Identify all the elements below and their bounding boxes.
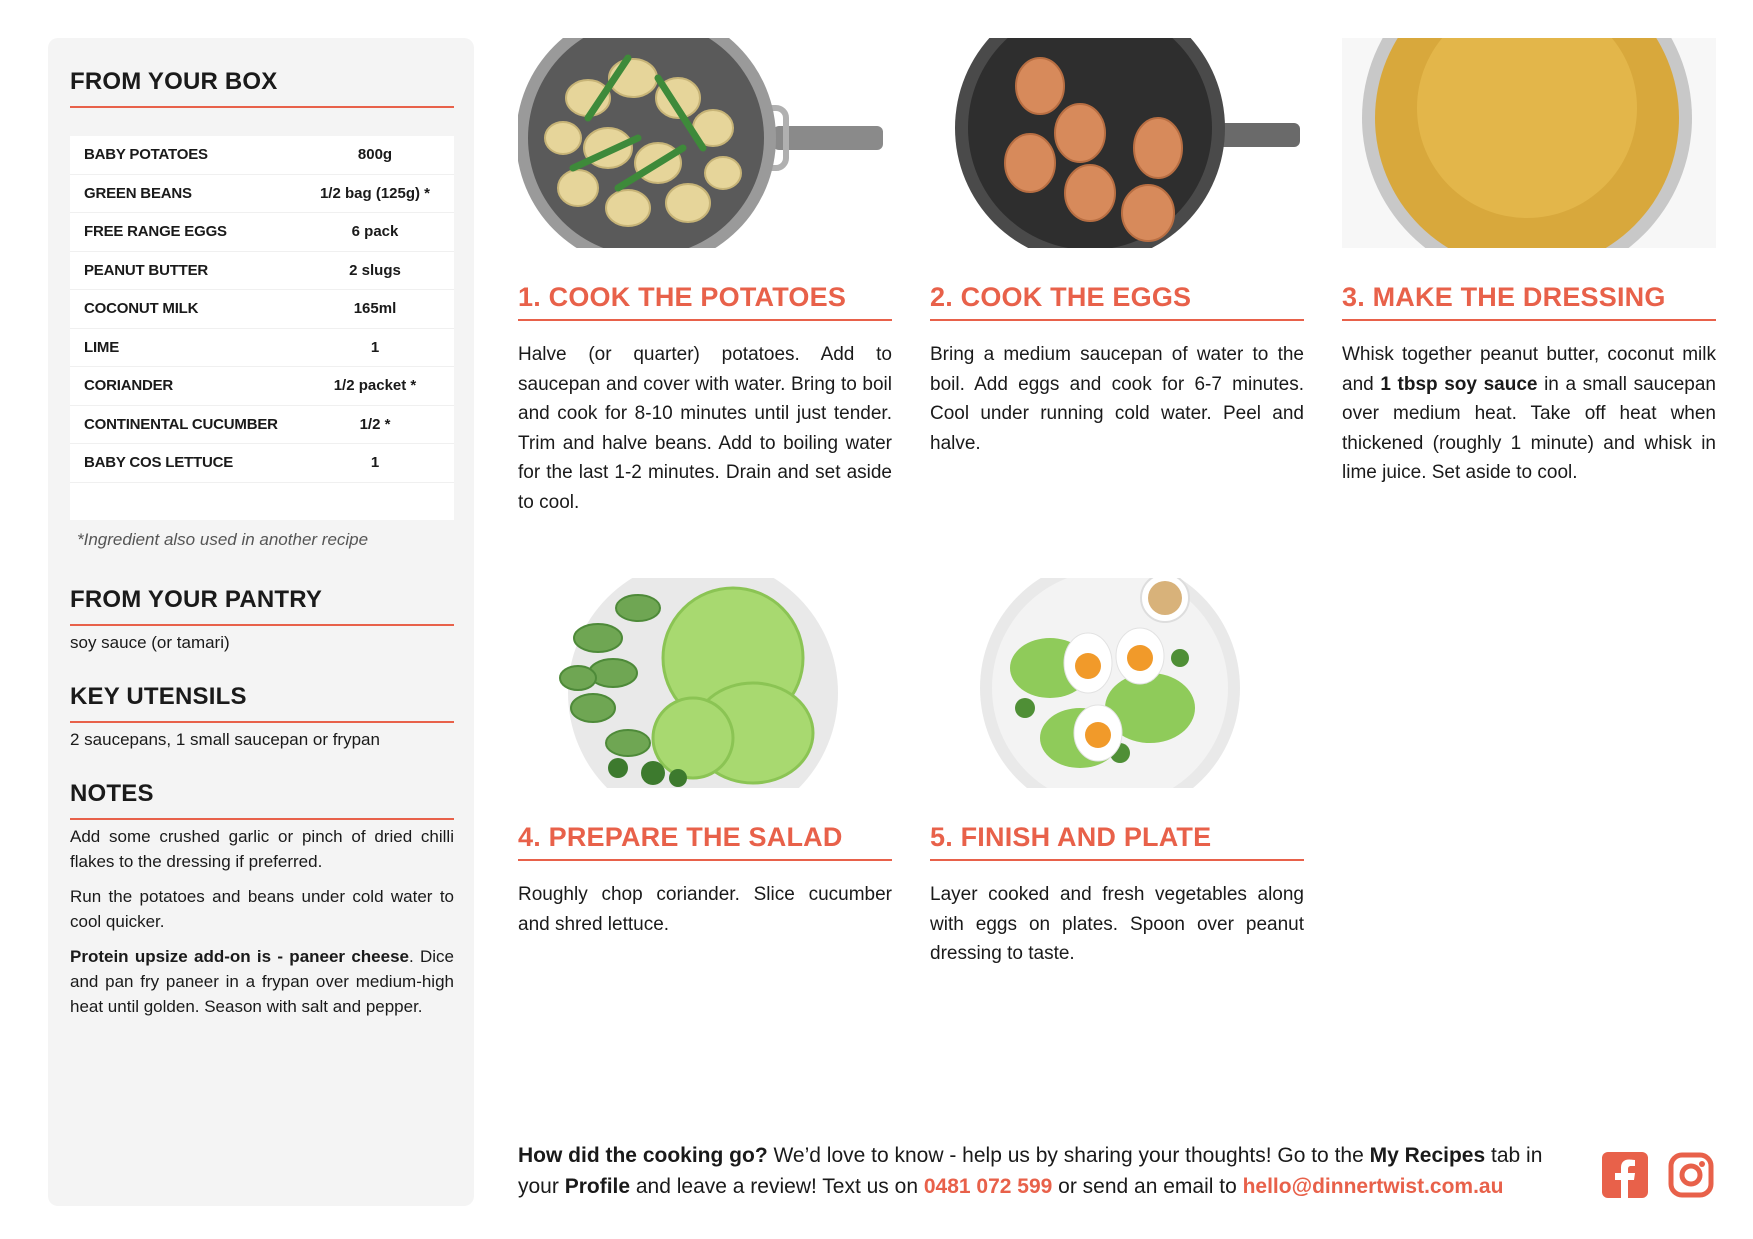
ingredient-name: FREE RANGE EGGS — [84, 223, 227, 241]
ingredient-qty: 165ml — [353, 300, 397, 318]
ingredient-row — [70, 175, 454, 214]
step-2-image — [930, 38, 1304, 248]
step-3-text-b: in a small saucepan over medium heat. Take off heat when thickened (roughly 1 minute) and whisk in lime juice. Set aside to cool. — [1342, 373, 1716, 483]
step-2-text: Bring a medium saucepan of water to the boil. Add eggs and cook for 6-7 minutes. Cool under running cold water. Peel and halve. — [930, 344, 1304, 454]
step-5 — [930, 578, 1304, 964]
step-5-text: Layer cooked and fresh vegetables along with eggs on plates. Spoon over peanut dressing to taste. — [930, 884, 1304, 964]
step-2-title: 2. COOK THE EGGS — [930, 282, 1304, 321]
step-1 — [518, 38, 892, 513]
notes-body — [70, 824, 454, 1029]
profile-link[interactable]: Profile — [564, 1175, 631, 1198]
step-3-image — [1342, 38, 1716, 248]
step-5-title: 5. FINISH AND PLATE — [930, 822, 1304, 861]
step-3-text-a: Whisk together peanut butter, coconut milk and — [1342, 344, 1716, 395]
ingredient-name: PEANUT BUTTER — [84, 261, 209, 279]
feedback-text-2: tab in your — [518, 1144, 1543, 1198]
my-recipes-link[interactable]: My Recipes — [1369, 1144, 1486, 1167]
ingredient-name: BABY COS LETTUCE — [84, 454, 234, 472]
facebook-icon[interactable] — [1602, 1152, 1648, 1198]
ingredient-row — [70, 136, 454, 175]
ingredient-row — [70, 406, 454, 445]
ingredients-sidebar — [48, 38, 474, 1206]
step-4-image — [518, 578, 892, 788]
feedback-question: How did the cooking go? — [518, 1144, 768, 1167]
ingredient-name: CORIANDER — [84, 377, 174, 395]
feedback-text-1: We’d love to know - help us by sharing your thoughts! Go to the — [767, 1144, 1370, 1167]
ingredient-row — [70, 444, 454, 483]
ingredient-row — [70, 367, 454, 406]
step-1-title: 1. COOK THE POTATOES — [518, 282, 892, 321]
instagram-icon[interactable] — [1668, 1152, 1714, 1198]
ingredient-name: BABY POTATOES — [84, 146, 208, 164]
step-1-image — [518, 38, 892, 248]
pantry-title: FROM YOUR PANTRY — [70, 586, 454, 626]
note-protein-rest: . Dice and pan fry paneer in a frypan over medium-high heat until golden. Season with salt and pepper. — [70, 947, 454, 1016]
ingredient-row — [70, 290, 454, 329]
step-3 — [1342, 38, 1716, 483]
step-3-text — [1342, 340, 1716, 488]
step-3-text-bold: 1 tbsp soy sauce — [1380, 373, 1538, 395]
ingredient-qty: 6 pack — [351, 223, 399, 241]
ingredient-qty: 1/2 * — [359, 415, 391, 433]
box-title: FROM YOUR BOX — [70, 68, 454, 108]
ingredient-name: GREEN BEANS — [84, 184, 192, 202]
feedback-footer — [518, 1140, 1578, 1202]
ingredient-row — [70, 213, 454, 252]
step-5-image — [930, 578, 1304, 788]
feedback-text-4: or send an email to — [1052, 1175, 1243, 1198]
ingredients-table — [70, 136, 454, 520]
pantry-text: soy sauce (or tamari) — [70, 633, 230, 652]
ingredient-row — [70, 252, 454, 291]
ingredient-qty: 1 — [370, 454, 380, 472]
step-3-title: 3. MAKE THE DRESSING — [1342, 282, 1716, 321]
ingredient-qty: 1 — [370, 338, 380, 356]
email-link[interactable]: hello@dinnertwist.com.au — [1242, 1175, 1504, 1198]
step-4-title: 4. PREPARE THE SALAD — [518, 822, 892, 861]
utensils-title: KEY UTENSILS — [70, 683, 454, 723]
ingredient-row — [70, 329, 454, 368]
ingredient-name: LIME — [84, 338, 120, 356]
ingredient-name: CONTINENTAL CUCUMBER — [84, 415, 278, 433]
ingredient-footnote: *Ingredient also used in another recipe — [77, 530, 369, 549]
ingredient-qty: 800g — [357, 146, 393, 164]
step-4-text: Roughly chop coriander. Slice cucumber and shred lettuce. — [518, 884, 892, 935]
ingredient-qty: 1/2 bag (125g) * — [319, 184, 431, 202]
utensils-text: 2 saucepans, 1 small saucepan or frypan — [70, 730, 380, 749]
ingredient-qty: 2 slugs — [349, 261, 401, 279]
step-1-text: Halve (or quarter) potatoes. Add to saucepan and cover with water. Bring to boil and cook for 8-10 minutes until just tender. Trim and halve beans. Add to boiling water for the last 1-2 minutes. Drain and set aside to cool. — [518, 344, 892, 513]
note-garlic: Add some crushed garlic or pinch of dried chilli flakes to the dressing if preferred. — [70, 827, 454, 871]
note-cool: Run the potatoes and beans under cold water to cool quicker. — [70, 887, 454, 931]
phone-link[interactable]: 0481 072 599 — [923, 1175, 1053, 1198]
step-4 — [518, 578, 892, 935]
feedback-text-3: and leave a review! Text us on — [630, 1175, 924, 1198]
note-protein — [70, 944, 454, 1019]
ingredient-qty: 1/2 packet * — [333, 377, 417, 395]
notes-title: NOTES — [70, 780, 454, 820]
ingredient-name: COCONUT MILK — [84, 300, 199, 318]
step-2 — [930, 38, 1304, 454]
note-protein-bold: Protein upsize add-on is - paneer cheese — [70, 947, 409, 966]
